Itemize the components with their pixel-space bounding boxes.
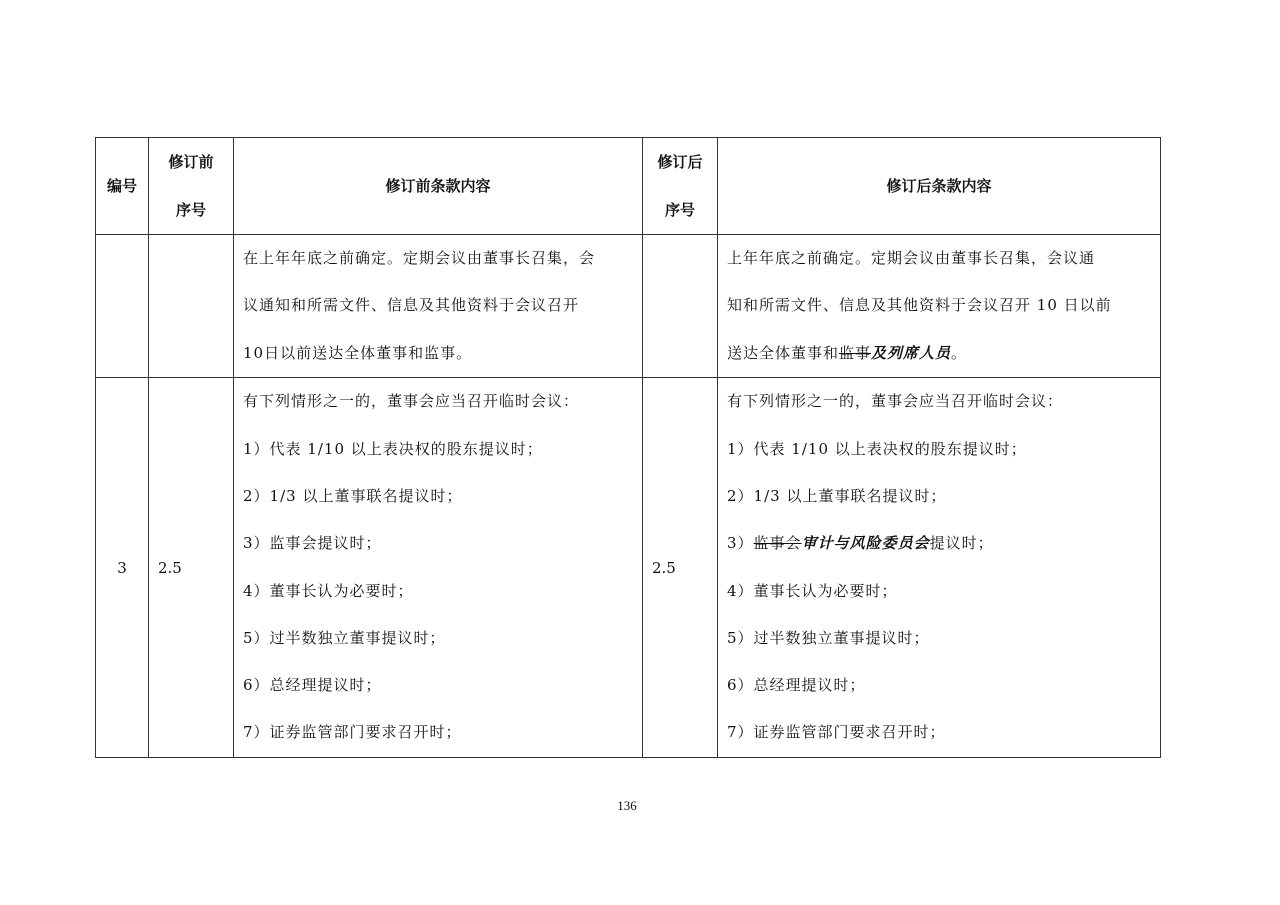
table-row [96, 378, 1161, 758]
text-line: 3）监事会提议时； [243, 534, 382, 553]
text-line: 2）1/3 以上董事联名提议时； [243, 486, 463, 505]
table-row [96, 235, 1161, 378]
text-line: 1）代表 1/10 以上表决权的股东提议时； [243, 439, 543, 458]
text-line: 10日以前送达全体董事和监事。 [243, 343, 473, 362]
table-header-row [96, 138, 1161, 235]
text-line: 在上年年底之前确定。定期会议由董事长召集，会 [243, 249, 596, 268]
header-before-seq [149, 138, 234, 235]
cell-after-seq: 2.5 [643, 378, 718, 758]
deleted-text: 监事会 [753, 534, 802, 553]
header-text: 序号 [175, 201, 206, 219]
inserted-text: 及列席人员 [871, 343, 952, 362]
text-line: 7）证券监管部门要求召开时； [727, 723, 946, 742]
header-text: 序号 [664, 201, 695, 219]
text-line: 有下列情形之一的，董事会应当召开临时会议： [727, 392, 1064, 411]
header-text: 修订后 [657, 153, 703, 171]
text-line: 知和所需文件、信息及其他资料于会议召开 10 日以前 [727, 296, 1112, 315]
text: 提议时； [929, 534, 994, 553]
cell-number [96, 235, 149, 378]
text-line: 2）1/3 以上董事联名提议时； [727, 486, 947, 505]
text: 送达全体董事和 [727, 343, 840, 362]
cell-before-content [234, 378, 643, 758]
text-line: 6）总经理提议时； [727, 676, 866, 695]
cell-after-seq [643, 235, 718, 378]
text-line [727, 520, 1152, 567]
text-line [727, 330, 1152, 377]
text-line: 5）过半数独立董事提议时； [243, 628, 446, 647]
text-line: 1）代表 1/10 以上表决权的股东提议时； [727, 439, 1027, 458]
text-line: 4）董事长认为必要时； [243, 581, 414, 600]
text-line: 4）董事长认为必要时； [727, 581, 898, 600]
cell-number: 3 [96, 378, 149, 758]
text-line: 上年年底之前确定。定期会议由董事长召集，会议通 [727, 249, 1096, 268]
cell-after-content [718, 378, 1161, 758]
cell-after-content [718, 235, 1161, 378]
deleted-text: 监事 [839, 343, 872, 362]
text-line: 有下列情形之一的，董事会应当召开临时会议： [243, 392, 580, 411]
revision-table [95, 137, 1161, 758]
cell-before-seq: 2.5 [149, 378, 234, 758]
cell-before-seq [149, 235, 234, 378]
header-text: 修订前 [168, 153, 214, 171]
page-number: 136 [617, 798, 637, 813]
text-line: 议通知和所需文件、信息及其他资料于会议召开 [243, 296, 580, 315]
text-line: 5）过半数独立董事提议时； [727, 628, 930, 647]
text-line: 7）证券监管部门要求召开时； [243, 723, 462, 742]
inserted-text: 审计与风险委员会 [801, 534, 930, 553]
header-after-seq [643, 138, 718, 235]
header-after-content: 修订后条款内容 [718, 138, 1161, 235]
header-before-content: 修订前条款内容 [234, 138, 643, 235]
text: 3） [727, 534, 754, 553]
header-number: 编号 [96, 138, 149, 235]
cell-before-content [234, 235, 643, 378]
text-line: 6）总经理提议时； [243, 676, 382, 695]
text: 。 [951, 343, 968, 362]
